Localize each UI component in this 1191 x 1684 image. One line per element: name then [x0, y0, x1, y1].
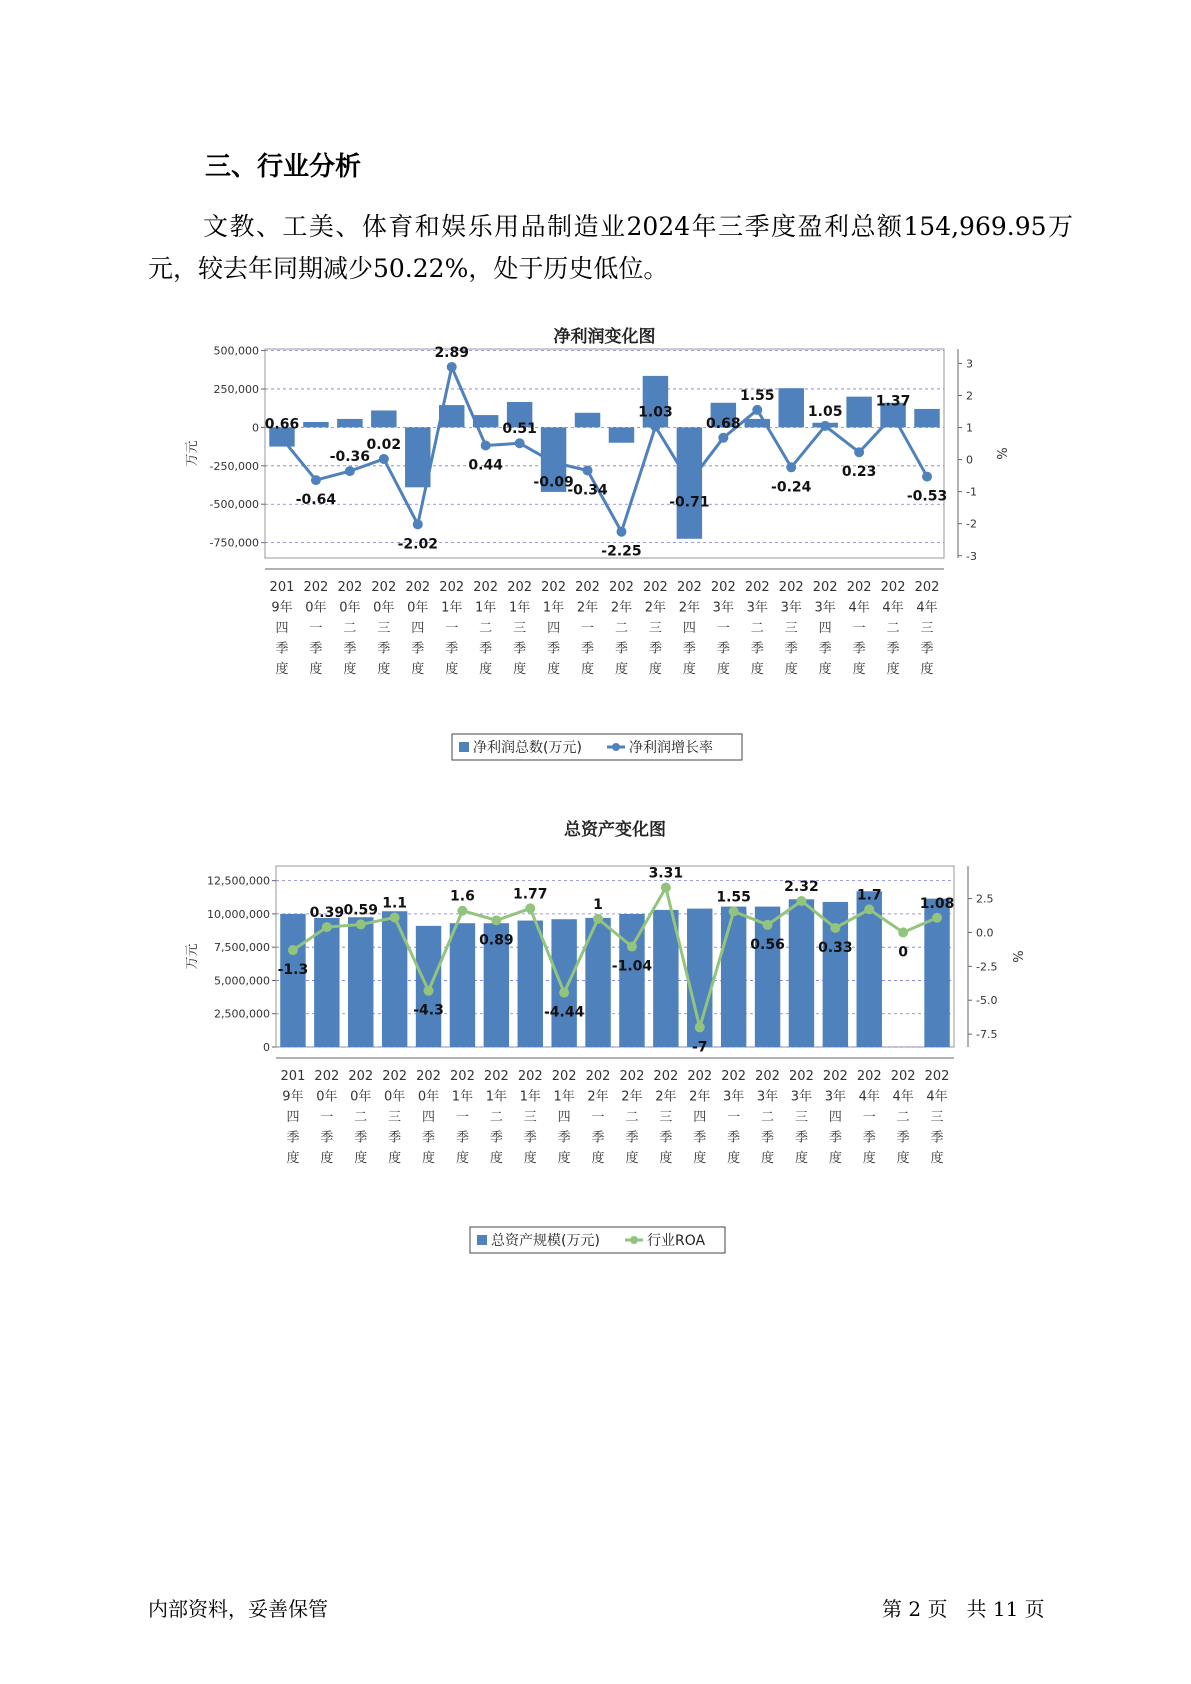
- category-label: 202 2年二季度: [619, 1069, 645, 1166]
- line-point: [650, 422, 660, 432]
- data-label: -4.3: [413, 1002, 444, 1019]
- footer-page-number: 第 2 页 共 11 页: [882, 1597, 1045, 1621]
- line-point: [413, 519, 423, 529]
- bar: [789, 899, 814, 1047]
- category-label: 202 0年三季度: [382, 1069, 408, 1166]
- data-label: 0.66: [264, 416, 300, 433]
- legend-line-label: 净利润增长率: [629, 740, 713, 756]
- line-point: [559, 988, 569, 998]
- line-point: [457, 906, 467, 916]
- line-point: [763, 920, 773, 930]
- left-tick-label: 500,000: [213, 344, 259, 358]
- line-point: [796, 896, 806, 906]
- category-label: 202 0年四季度: [405, 580, 431, 677]
- line-point: [616, 527, 626, 537]
- line-point: [525, 903, 535, 913]
- data-label: -1.04: [611, 958, 653, 975]
- right-tick-label: -7.5: [976, 1028, 998, 1042]
- line-point: [549, 457, 559, 467]
- left-tick-label: -750,000: [209, 536, 259, 550]
- bar: [348, 917, 373, 1047]
- summary-paragraph: 文教、工美、体育和娱乐用品制造业2024年三季度盈利总额154,969.95万元，较去年同期减少50.22%，处于历史低位。: [148, 212, 1073, 283]
- line-point: [288, 945, 298, 955]
- category-label: 202 4年三季度: [924, 1069, 950, 1166]
- line-point: [932, 913, 942, 923]
- category-label: 202 2年四季度: [687, 1069, 713, 1166]
- data-label: -0.09: [533, 474, 574, 491]
- data-label: 1.77: [512, 886, 548, 903]
- data-label: -4.44: [543, 1004, 585, 1021]
- right-tick-label: 2.5: [976, 892, 994, 906]
- data-label: 0: [898, 944, 909, 961]
- right-axis-title: %: [993, 447, 1008, 460]
- line-point: [390, 913, 400, 923]
- legend-bar-label: 总资产规模(万元): [491, 1233, 600, 1249]
- right-tick-label: 2: [966, 389, 973, 403]
- left-tick-label: -250,000: [209, 459, 259, 473]
- legend-line-dot: [612, 743, 620, 751]
- bar: [609, 427, 634, 442]
- data-label: -0.36: [329, 449, 371, 466]
- category-label: 202 3年三季度: [778, 580, 804, 677]
- category-label: 202 0年二季度: [337, 580, 363, 677]
- category-label: 202 1年三季度: [517, 1069, 543, 1166]
- section-heading: 三、行业分析: [205, 152, 362, 182]
- bar: [314, 918, 339, 1047]
- data-label: -7: [691, 1039, 708, 1056]
- line-point: [356, 919, 366, 929]
- data-label: -2.25: [601, 543, 642, 560]
- legend: [470, 1227, 725, 1253]
- line-point: [447, 362, 457, 372]
- data-label: 1.55: [740, 387, 775, 404]
- line-point: [695, 1022, 705, 1032]
- data-label: -0.64: [295, 492, 337, 509]
- category-label: 202 1年一季度: [450, 1069, 475, 1166]
- data-label: 1.55: [716, 889, 751, 906]
- bar: [518, 921, 543, 1047]
- right-axis-title: %: [1009, 950, 1024, 963]
- line-point: [311, 475, 321, 485]
- chart-title: 净利润变化图: [553, 327, 656, 347]
- left-tick-label: 12,500,000: [207, 874, 270, 888]
- data-label: 3.31: [648, 865, 684, 882]
- line-point: [424, 986, 434, 996]
- data-label: 1.1: [382, 895, 408, 912]
- category-label: 202 2年一季度: [575, 580, 600, 677]
- data-label: 2.89: [434, 344, 469, 361]
- line-point: [593, 914, 603, 924]
- data-label: 1.03: [638, 404, 673, 421]
- line-point: [854, 447, 864, 457]
- category-label: 202 2年三季度: [653, 1069, 679, 1166]
- category-label: 202 1年三季度: [507, 580, 533, 677]
- right-tick-label: 1: [966, 421, 973, 435]
- line-point: [345, 466, 355, 476]
- line-point: [322, 922, 332, 932]
- left-tick-label: 5,000,000: [214, 974, 270, 988]
- left-axis-title: 万元: [185, 943, 200, 970]
- category-label: 202 1年二季度: [483, 1069, 509, 1166]
- footer-confidential-note: 内部资料，妥善保管: [148, 1597, 328, 1621]
- data-label: 1.37: [875, 393, 911, 410]
- category-label: 202 3年四季度: [812, 580, 838, 677]
- left-tick-label: 7,500,000: [214, 941, 270, 955]
- bar: [551, 919, 576, 1047]
- category-label: 202 1年一季度: [439, 580, 465, 677]
- right-tick-label: 3: [966, 357, 973, 371]
- data-label: 1.6: [450, 888, 475, 905]
- data-label: 0.33: [818, 939, 853, 956]
- right-tick-label: -2.5: [976, 960, 998, 974]
- category-label: 202 3年四季度: [822, 1069, 848, 1166]
- line-point: [830, 923, 840, 933]
- category-label: 202 2年四季度: [676, 580, 702, 677]
- category-label: 202 1年四季度: [541, 580, 566, 677]
- data-label: 0.51: [502, 421, 537, 438]
- category-label: 202 4年二季度: [890, 1069, 916, 1166]
- left-axis-title: 万元: [185, 440, 200, 467]
- line-point: [627, 942, 637, 952]
- data-label: -0.53: [906, 488, 948, 505]
- line-point: [515, 438, 525, 448]
- data-label: 0.39: [309, 905, 345, 922]
- left-tick-label: 250,000: [213, 382, 259, 396]
- line-point: [583, 465, 593, 475]
- right-tick-label: -5.0: [976, 994, 998, 1008]
- line-point: [752, 405, 762, 415]
- legend-line-label: 行业ROA: [647, 1233, 706, 1249]
- right-tick-label: -2: [966, 517, 977, 531]
- data-label: 2.32: [784, 878, 819, 895]
- category-label: 202 3年二季度: [755, 1069, 780, 1166]
- line-point: [379, 454, 389, 464]
- data-label: 0.56: [750, 936, 785, 953]
- bar: [846, 397, 871, 428]
- line-point: [786, 462, 796, 472]
- line-point: [888, 411, 898, 421]
- legend-bar-label: 净利润总数(万元): [473, 740, 582, 756]
- data-label: -0.24: [771, 479, 812, 496]
- category-label: 202 0年三季度: [371, 580, 397, 677]
- net-profit-chart-svg: [0, 320, 1191, 770]
- category-label: 202 0年二季度: [348, 1069, 374, 1166]
- line-point: [922, 472, 932, 482]
- category-label: 202 0年一季度: [314, 1069, 340, 1166]
- line-point: [729, 906, 739, 916]
- data-label: 0.68: [706, 415, 741, 432]
- left-tick-label: 10,000,000: [207, 907, 270, 921]
- line-point: [718, 433, 728, 443]
- right-tick-label: -3: [966, 549, 977, 563]
- category-label: 202 2年二季度: [609, 580, 634, 677]
- category-label: 202 4年三季度: [914, 580, 940, 677]
- bar: [382, 911, 407, 1047]
- bar: [280, 914, 305, 1047]
- total-assets-chart-svg: [0, 815, 1191, 1265]
- category-label: 202 0年四季度: [416, 1069, 441, 1166]
- data-label: 0.59: [343, 902, 379, 919]
- line-point: [661, 883, 671, 893]
- data-label: -0.34: [567, 482, 608, 499]
- right-tick-label: 0: [966, 453, 973, 467]
- category-label: 202 3年一季度: [710, 580, 736, 677]
- category-label: 202 4年一季度: [846, 580, 872, 677]
- line-point: [481, 440, 491, 450]
- data-label: 0.02: [366, 436, 402, 453]
- category-label: 202 2年三季度: [643, 580, 668, 677]
- left-tick-label: 0: [263, 1041, 270, 1054]
- category-label: 202 2年一季度: [585, 1069, 611, 1166]
- data-label: -1.3: [277, 962, 309, 979]
- data-label: -0.71: [669, 494, 710, 511]
- data-label: 0.23: [841, 464, 877, 481]
- bar: [721, 907, 746, 1047]
- legend-line-dot: [630, 1236, 638, 1244]
- data-label: -2.02: [397, 536, 438, 553]
- bar: [337, 419, 362, 427]
- category-label: 201 9年四季度: [269, 580, 295, 677]
- bar: [575, 413, 600, 428]
- line-point: [277, 433, 287, 443]
- legend: [452, 734, 742, 760]
- bar: [778, 388, 803, 427]
- line-point: [684, 477, 694, 487]
- category-label: 202 1年二季度: [473, 580, 499, 677]
- data-label: 0.89: [479, 932, 514, 949]
- right-tick-label: 0.0: [976, 926, 994, 940]
- bar: [303, 422, 328, 427]
- right-tick-label: -1: [966, 485, 977, 499]
- data-label: 0.44: [468, 457, 503, 474]
- left-tick-label: -500,000: [209, 498, 259, 512]
- line-point: [898, 927, 908, 937]
- bar: [914, 409, 939, 427]
- total-assets-chart: [0, 815, 1191, 1265]
- data-label: 1.08: [919, 895, 955, 912]
- legend-bar-swatch: [477, 1235, 487, 1245]
- category-label: 202 4年一季度: [856, 1069, 882, 1166]
- data-label: 1: [593, 896, 603, 913]
- category-label: 202 0年一季度: [303, 580, 329, 677]
- category-label: 202 3年一季度: [721, 1069, 747, 1166]
- left-tick-label: 2,500,000: [214, 1007, 270, 1021]
- data-label: 1.05: [807, 403, 843, 420]
- line-point: [491, 915, 501, 925]
- category-label: 201 9年四季度: [280, 1069, 306, 1166]
- category-label: 202 1年四季度: [551, 1069, 577, 1166]
- line-point: [864, 904, 874, 914]
- legend-bar-swatch: [459, 742, 469, 752]
- bar: [371, 410, 396, 427]
- left-tick-label: 0: [252, 421, 259, 435]
- chart-title: 总资产变化图: [564, 820, 666, 840]
- category-label: 202 3年二季度: [744, 580, 770, 677]
- category-label: 202 4年二季度: [880, 580, 906, 677]
- data-label: 1.7: [856, 887, 882, 904]
- net-profit-chart: [0, 320, 1191, 770]
- line-point: [820, 421, 830, 431]
- plot-area: [276, 866, 954, 1047]
- bar: [450, 923, 475, 1047]
- category-label: 202 3年三季度: [789, 1069, 814, 1166]
